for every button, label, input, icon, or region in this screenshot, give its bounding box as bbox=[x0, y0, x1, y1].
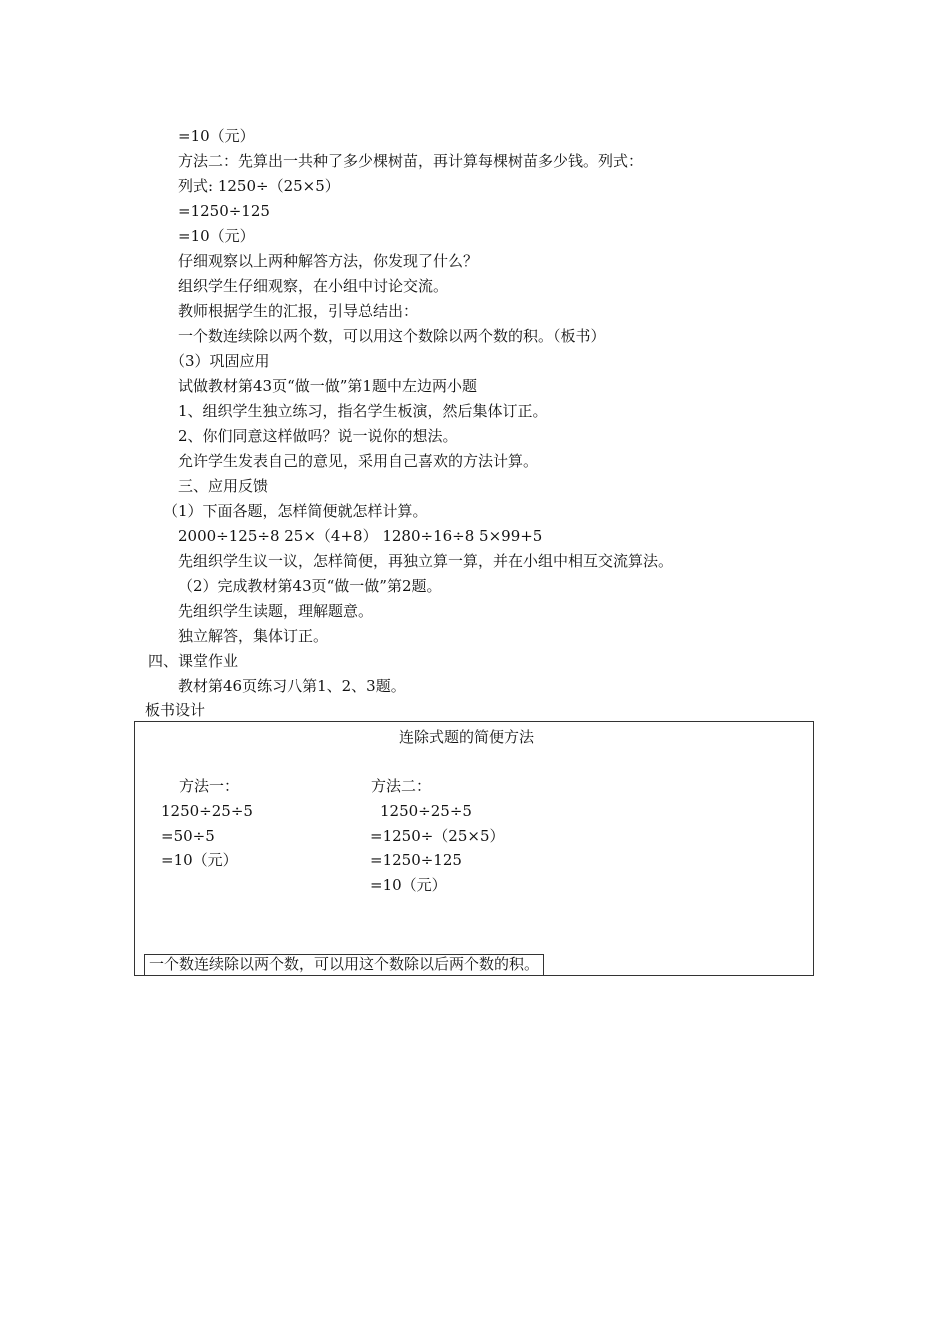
section-heading: 板书设计 bbox=[145, 701, 206, 719]
method2-step: 1250÷25÷5 bbox=[380, 802, 472, 820]
text-line: 独立解答，集体订正。 bbox=[178, 627, 329, 645]
section-heading: （3）巩固应用 bbox=[170, 352, 270, 370]
expression-line: 2000÷125÷8 25×（4+8） 1280÷16÷8 5×99+5 bbox=[178, 527, 543, 545]
text-line: 先组织学生读题，理解题意。 bbox=[178, 602, 374, 620]
board-title: 连除式题的简便方法 bbox=[399, 728, 535, 746]
method2-label: 方法二： bbox=[371, 777, 432, 795]
text-line: 2、你们同意这样做吗？说一说你的想法。 bbox=[178, 427, 458, 445]
text-line: 试做教材第43页“做一做”第1题中左边两小题 bbox=[178, 377, 477, 395]
method1-step: =10（元） bbox=[161, 851, 238, 869]
text-line: 教材第46页练习八第1、2、3题。 bbox=[178, 677, 406, 695]
method1-label: 方法一： bbox=[179, 777, 240, 795]
text-line: 列式: 1250÷（25×5） bbox=[178, 177, 340, 195]
text-line: =1250÷125 bbox=[178, 202, 270, 220]
text-line: =10（元） bbox=[178, 127, 255, 145]
method1-step: =50÷5 bbox=[161, 827, 215, 845]
section-heading: 三、应用反馈 bbox=[178, 477, 269, 495]
section-heading: 四、课堂作业 bbox=[148, 652, 239, 670]
text-line: 先组织学生议一议，怎样简便，再独立算一算，并在小组中相互交流算法。 bbox=[178, 552, 674, 570]
text-line: 允许学生发表自己的意见，采用自己喜欢的方法计算。 bbox=[178, 452, 539, 470]
text-line: 1、组织学生独立练习，指名学生板演，然后集体订正。 bbox=[178, 402, 548, 420]
text-line: 一个数连续除以两个数，可以用这个数除以两个数的积。（板书） bbox=[178, 327, 606, 345]
blackboard-design-box bbox=[134, 721, 814, 976]
method2-step: =10（元） bbox=[370, 876, 447, 894]
text-line: （1）下面各题，怎样简便就怎样计算。 bbox=[163, 502, 428, 520]
method2-step: =1250÷125 bbox=[370, 851, 462, 869]
text-line: （2）完成教材第43页“做一做”第2题。 bbox=[178, 577, 442, 595]
method1-step: 1250÷25÷5 bbox=[161, 802, 253, 820]
text-line: =10（元） bbox=[178, 227, 255, 245]
text-line: 组织学生仔细观察，在小组中讨论交流。 bbox=[178, 277, 449, 295]
text-line: 仔细观察以上两种解答方法，你发现了什么？ bbox=[178, 252, 479, 270]
text-line: 方法二：先算出一共种了多少棵树苗，再计算每棵树苗多少钱。列式： bbox=[178, 152, 644, 170]
board-conclusion: 一个数连续除以两个数，可以用这个数除以后两个数的积。 bbox=[144, 954, 544, 976]
text-line: 教师根据学生的汇报，引导总结出： bbox=[178, 302, 419, 320]
method2-step: =1250÷（25×5） bbox=[370, 827, 505, 845]
